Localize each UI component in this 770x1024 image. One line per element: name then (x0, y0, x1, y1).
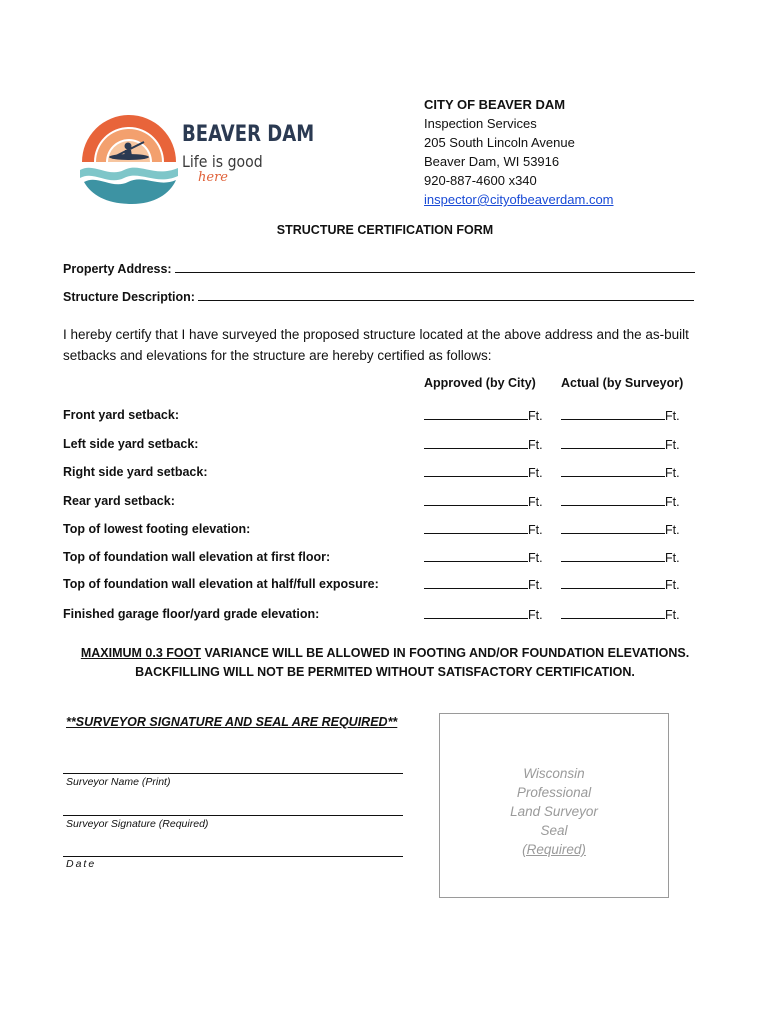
unit-label: Ft. (528, 438, 543, 452)
unit-label: Ft. (528, 523, 543, 537)
seal-placeholder (440, 764, 668, 859)
city-logo (74, 100, 315, 210)
surveyor-signature-line[interactable] (63, 815, 403, 816)
blank-line[interactable] (424, 607, 528, 619)
approved-value-field[interactable] (424, 408, 543, 423)
surveyor-signature-caption: Surveyor Signature (Required) (66, 818, 209, 830)
actual-value-field[interactable] (561, 550, 680, 565)
property-address-line[interactable] (175, 260, 695, 273)
street-address: 205 South Lincoln Avenue (424, 135, 575, 150)
warning-underlined: MAXIMUM 0.3 FOOT (80, 646, 201, 660)
blank-line[interactable] (424, 550, 528, 562)
approved-column-header: Approved (by City) (424, 376, 536, 390)
actual-value-field[interactable] (561, 522, 680, 537)
signature-required-note: **SURVEYOR SIGNATURE AND SEAL ARE REQUIRED** (66, 715, 398, 729)
row-label: Finished garage floor/yard grade elevation: (63, 607, 320, 621)
variance-warning (0, 644, 770, 682)
row-label: Top of foundation wall elevation at first floor: (63, 550, 331, 564)
row-label: Right side yard setback: (63, 465, 208, 479)
property-address-field[interactable] (63, 260, 695, 276)
unit-label: Ft. (665, 523, 680, 537)
form-title: STRUCTURE CERTIFICATION FORM (276, 223, 494, 237)
actual-value-field[interactable] (561, 465, 680, 480)
department: Inspection Services (424, 116, 537, 131)
blank-line[interactable] (561, 437, 665, 449)
approved-value-field[interactable] (424, 437, 543, 452)
approved-value-field[interactable] (424, 522, 543, 537)
row-label: Top of lowest footing elevation: (63, 522, 251, 536)
contact-block (424, 95, 614, 209)
unit-label: Ft. (528, 551, 543, 565)
row-label: Rear yard setback: (63, 494, 175, 508)
seal-line-5: (Required) (522, 842, 586, 857)
unit-label: Ft. (665, 495, 680, 509)
email-link[interactable]: inspector@cityofbeaverdam.com (424, 192, 614, 207)
logo-tagline-here: here (198, 170, 228, 185)
unit-label: Ft. (665, 438, 680, 452)
blank-line[interactable] (561, 408, 665, 420)
actual-value-field[interactable] (561, 437, 680, 452)
row-label: Top of foundation wall elevation at half/full exposure: (63, 577, 379, 591)
surveyor-name-caption: Surveyor Name (Print) (66, 776, 171, 788)
row-label: Front yard setback: (63, 408, 180, 422)
structure-description-label: Structure Description: (63, 290, 195, 304)
approved-value-field[interactable] (424, 494, 543, 509)
actual-value-field[interactable] (561, 607, 680, 622)
approved-value-field[interactable] (424, 465, 543, 480)
blank-line[interactable] (561, 494, 665, 506)
seal-line-1: Wisconsin (523, 766, 585, 781)
unit-label: Ft. (528, 409, 543, 423)
actual-value-field[interactable] (561, 408, 680, 423)
approved-value-field[interactable] (424, 577, 543, 592)
blank-line[interactable] (424, 522, 528, 534)
actual-column-header: Actual (by Surveyor) (561, 376, 684, 390)
city-state-zip: Beaver Dam, WI 53916 (424, 154, 560, 169)
row-label: Left side yard setback: (63, 437, 199, 451)
unit-label: Ft. (528, 578, 543, 592)
blank-line[interactable] (424, 437, 528, 449)
blank-line[interactable] (424, 465, 528, 477)
date-caption: Date (66, 858, 97, 870)
unit-label: Ft. (528, 466, 543, 480)
logo-tagline: Life is good (182, 152, 263, 171)
surveyor-name-line[interactable] (63, 773, 403, 774)
seal-line-3: Land Surveyor (510, 804, 598, 819)
blank-line[interactable] (424, 577, 528, 589)
unit-label: Ft. (665, 608, 680, 622)
structure-description-line[interactable] (198, 288, 694, 301)
seal-line-4: Seal (540, 823, 568, 838)
blank-line[interactable] (561, 577, 665, 589)
phone-number: 920-887-4600 x340 (424, 173, 537, 188)
unit-label: Ft. (665, 551, 680, 565)
structure-description-field[interactable] (63, 288, 694, 304)
kayak-emblem-icon (74, 100, 184, 210)
unit-label: Ft. (528, 608, 543, 622)
actual-value-field[interactable] (561, 494, 680, 509)
certification-text: I hereby certify that I have surveyed the proposed structure located at the above address and the as-built setbacks and elevations for the structure are hereby certified as follows: (63, 327, 689, 363)
org-name: CITY OF BEAVER DAM (424, 97, 566, 112)
warning-line2: BACKFILLING WILL NOT BE PERMITED WITHOUT SATISFACTORY CERTIFICATION. (135, 665, 635, 679)
unit-label: Ft. (665, 578, 680, 592)
blank-line[interactable] (424, 494, 528, 506)
seal-box[interactable] (439, 713, 669, 898)
property-address-label: Property Address: (63, 262, 172, 276)
approved-value-field[interactable] (424, 607, 543, 622)
logo-title: BEAVER DAM (182, 122, 315, 147)
warning-line1: VARIANCE WILL BE ALLOWED IN FOOTING AND/OR FOUNDATION ELEVATIONS. (200, 646, 690, 660)
date-line[interactable] (63, 856, 403, 857)
blank-line[interactable] (561, 522, 665, 534)
unit-label: Ft. (665, 466, 680, 480)
unit-label: Ft. (665, 409, 680, 423)
blank-line[interactable] (561, 465, 665, 477)
blank-line[interactable] (561, 607, 665, 619)
approved-value-field[interactable] (424, 550, 543, 565)
actual-value-field[interactable] (561, 577, 680, 592)
blank-line[interactable] (561, 550, 665, 562)
blank-line[interactable] (424, 408, 528, 420)
unit-label: Ft. (528, 495, 543, 509)
seal-line-2: Professional (516, 785, 592, 800)
